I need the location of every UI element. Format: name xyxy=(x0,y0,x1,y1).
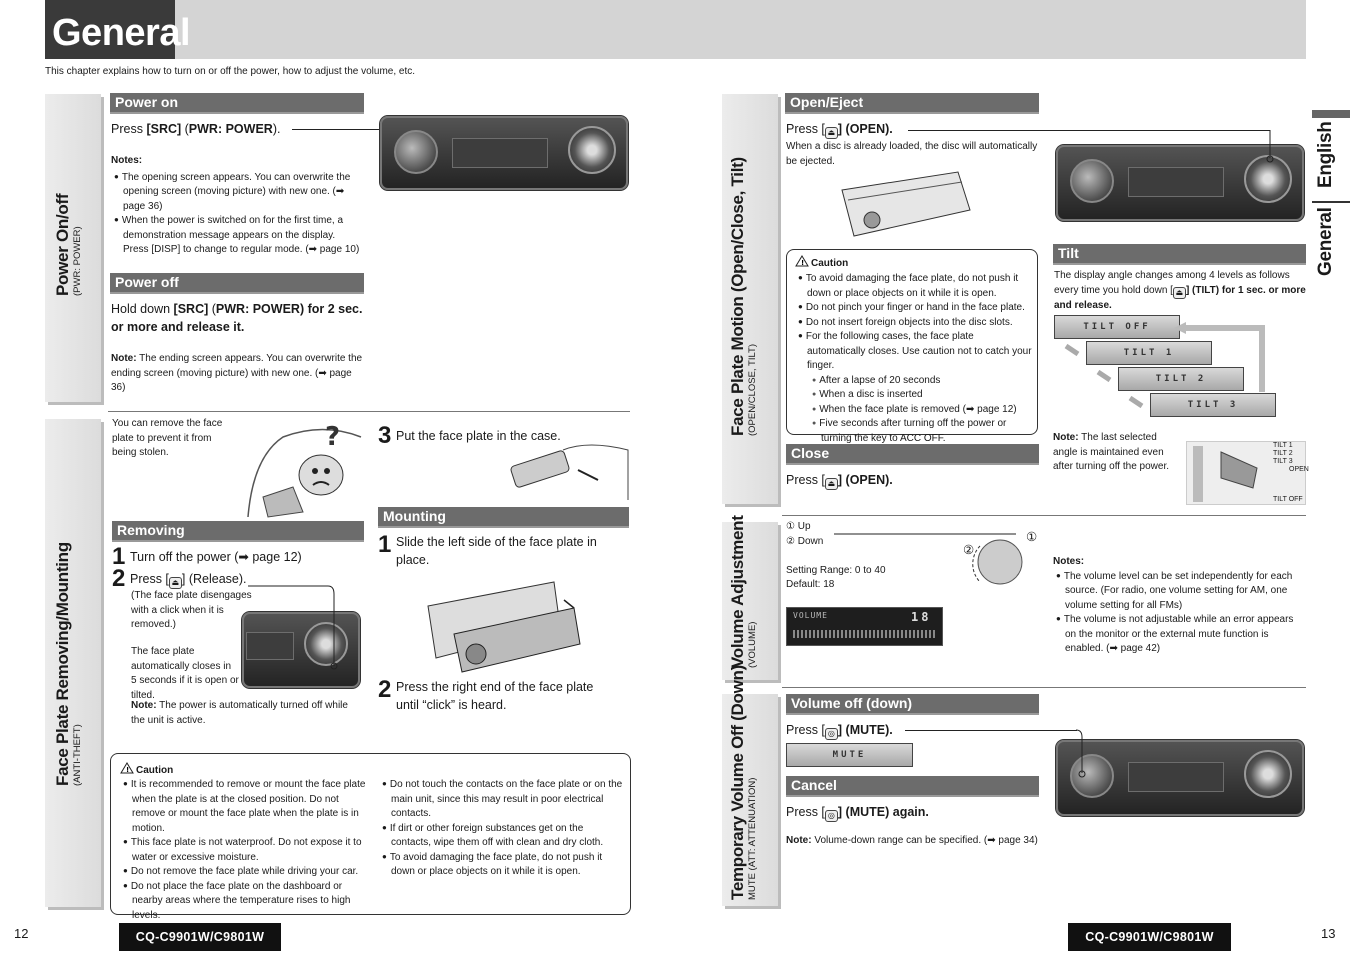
volume-knob-illustration xyxy=(830,528,1050,598)
volume-off-header: Volume off (down) xyxy=(786,694,1039,715)
thief-illustration xyxy=(243,417,365,520)
sidebar-volume-label: Volume Adjustment (VOLUME) xyxy=(728,515,758,668)
sidebar-faceplate-label: Face Plate Removing/Mounting (ANTI-THEFT) xyxy=(53,542,83,786)
tilt-fig-label: OPEN xyxy=(1289,466,1309,473)
caution-subitem: ● Five seconds after turning off the power or turning the key to ACC OFF. xyxy=(795,417,1033,446)
volume-circle-1: ① xyxy=(1026,530,1038,544)
tilt-level-0: TILT OFF xyxy=(1054,315,1180,339)
volume-circle-2: ② xyxy=(963,543,975,557)
caution-subitem: ● When a disc is inserted xyxy=(795,388,1033,403)
case-step-3: 3 Put the face plate in the case. xyxy=(378,422,561,449)
mute-note: Note: Volume-down range can be specified. (➡ page 34) xyxy=(786,835,1038,846)
section-divider xyxy=(782,687,1306,688)
model-badge-left: CQ-C9901W/C9801W xyxy=(119,923,281,951)
note-item: ● The opening screen appears. You can overwrite the opening screen (moving picture) with new one. (➡ page 36) xyxy=(111,171,363,215)
close-header: Close xyxy=(786,444,1039,465)
removing-step-1: 1 Turn off the power (➡ page 12) xyxy=(112,543,302,570)
cancel-instruction: Press [ ◎ ] (MUTE) again. xyxy=(786,805,929,820)
removing-header: Removing xyxy=(112,521,364,542)
caution-list-right xyxy=(379,778,625,880)
mounting-step-2: 2 Press the right end of the face plate until “click” is heard. xyxy=(378,676,594,713)
caution-title-motion: ! Caution xyxy=(795,255,848,271)
cancel-header: Cancel xyxy=(786,776,1039,797)
mute-leader-end xyxy=(1070,729,1090,779)
mute-leader xyxy=(905,730,1077,731)
caution-item: ● Do not insert foreign objects into the disc slots. xyxy=(795,316,1033,331)
volume-notes: Notes: ● The volume level can be set independently for each source. (For radio, one volume setting for AM, one volume setting for all FMs) ● The volume is not adjustable while an error appears on the monitor or the external mute function is enabled. (➡ page 42) xyxy=(1053,555,1303,657)
release-button-icon: ⏏ xyxy=(169,577,182,589)
case-illustration xyxy=(508,440,632,502)
volume-lcd xyxy=(786,607,943,646)
open-button-icon: ⏏ xyxy=(825,478,838,490)
volume-lcd-value: 18 xyxy=(911,610,932,624)
side-tab-rule xyxy=(1312,110,1350,118)
power-off-note: Note: The ending screen appears. You can overwrite the ending screen (moving picture) with new one. (➡ page 36) xyxy=(111,353,363,393)
svg-text:!: ! xyxy=(801,259,805,267)
open-text: When a disc is already loaded, the disc will automatically be ejected. xyxy=(786,141,1038,167)
caution-list-motion xyxy=(795,272,1033,446)
open-illustration xyxy=(838,170,974,242)
caution-item: ● Do not touch the contacts on the face plate or on the main unit, since this may result in poor electrical contacts. xyxy=(379,778,625,822)
tilt-fig-label: TILT 1 xyxy=(1273,442,1293,449)
power-on-notes: Notes: ● The opening screen appears. You can overwrite the opening screen (moving picture) with new one. (➡ page 36) ● When the power is switched on for the first time, a demonstration message appears on the display. Press [DISP] to change to regular mode. (➡ page 10) xyxy=(111,154,363,258)
warning-icon xyxy=(120,762,134,774)
open-leader xyxy=(908,130,1270,131)
tilt-fig-label: TILT 2 xyxy=(1273,450,1293,457)
mounting-step-1: 1 Slide the left side of the face plate in place. xyxy=(378,531,597,568)
mute-lcd: MUTE xyxy=(786,743,913,767)
tilt-header: Tilt xyxy=(1053,244,1306,265)
caution-item: ● It is recommended to remove or mount the face plate when the plate is at the closed position. Do not remove or mount the face plate when the plate is in motion. xyxy=(120,778,368,836)
tilt-text: The display angle changes among 4 levels as follows every time you hold down [ ⏏ ] (TILT) for 1 sec. or more and release. xyxy=(1054,270,1306,311)
tilt-level-1: TILT 1 xyxy=(1086,341,1212,365)
open-button-icon: ⏏ xyxy=(825,127,838,139)
caution-subitem: ● When the face plate is removed (➡ page 12) xyxy=(795,403,1033,418)
caution-item: ● Do not place the face plate on the dashboard or nearby areas where the temperature rises to high levels. xyxy=(120,880,368,924)
note-item: ● When the power is switched on for the first time, a demonstration message appears on the display. Press [DISP] to change to regular mode. (➡ page 10) xyxy=(111,214,363,258)
open-eject-header: Open/Eject xyxy=(785,93,1039,114)
svg-text:?: ? xyxy=(325,422,341,452)
header-bar xyxy=(45,0,1306,59)
removing-paren: (The face plate disengages with a click when it is removed.) xyxy=(131,590,252,630)
side-tab-divider xyxy=(1312,201,1350,203)
page-number-right: 13 xyxy=(1321,926,1336,941)
open-button-icon: ⏏ xyxy=(1173,287,1186,299)
power-off-instruction: Hold down [SRC] (PWR: POWER) for 2 sec. or more and release it. xyxy=(111,302,363,335)
removing-note: Note: The power is automatically turned off while the unit is active. xyxy=(131,700,348,726)
intro-text: This chapter explains how to turn on or off the power, how to adjust the volume, etc. xyxy=(45,66,416,77)
volume-default: Default: 18 xyxy=(786,579,835,590)
head-unit-image-mute xyxy=(1056,740,1304,816)
tilt-figure xyxy=(1186,441,1309,505)
tilt-cycle-arrows xyxy=(1064,318,1274,418)
mute-button-icon: ◎ xyxy=(825,810,838,822)
head-unit-image xyxy=(380,116,628,190)
page-title: General xyxy=(45,0,175,59)
caution-list-left xyxy=(120,778,368,923)
caution-item: ● If dirt or other foreign substances get on the contacts, wipe them off with clean and dry cloth. xyxy=(379,822,625,851)
caution-item: ● This face plate is not waterproof. Do not expose it to water or excessive moisture. xyxy=(120,836,368,865)
volume-lcd-label: VOLUME xyxy=(793,611,828,620)
power-off-header: Power off xyxy=(110,273,364,294)
volume-up: ① Up xyxy=(786,521,811,532)
faceplate-intro: You can remove the face plate to prevent it from being stolen. xyxy=(112,418,223,458)
tilt-level-3: TILT 3 xyxy=(1150,393,1276,417)
removing-step-2: 2 Press [ ⏏ ] (Release). xyxy=(112,565,247,592)
side-tab-general: General xyxy=(1315,207,1336,276)
caution-subitem: ● After a lapse of 20 seconds xyxy=(795,374,1033,389)
removing-auto: The face plate automatically closes in 5 seconds if it is open or tilted. xyxy=(131,646,239,701)
side-tab-english: English xyxy=(1315,121,1336,188)
sidebar-motion-label: Face Plate Motion (Open/Close, Tilt) (OPEN/CLOSE, TILT) xyxy=(728,157,758,436)
mute-instruction: Press [ ◎ ] (MUTE). xyxy=(786,723,893,738)
sidebar-mute-label: Temporary Volume Off (Down) MUTE (ATT: ATTENUATION) xyxy=(728,665,758,900)
warning-icon xyxy=(795,255,809,267)
caution-item: ● For the following cases, the face plate automatically closes. Use caution not to catch your finger. xyxy=(795,330,1033,374)
volume-down: ② Down xyxy=(786,536,824,547)
caution-title-faceplate: ! Caution xyxy=(120,762,173,778)
page-number-left: 12 xyxy=(14,926,29,941)
close-instruction: Press [ ⏏ ] (OPEN). xyxy=(786,473,893,488)
tilt-fig-label: TILT 3 xyxy=(1273,458,1293,465)
caution-item: ● To avoid damaging the face plate, do not push it down or place objects on it while it is open. xyxy=(379,851,625,880)
open-leader-end xyxy=(1262,128,1278,164)
note-item: ● The volume level can be set independently for each source. (For radio, one volume setting for AM, one volume setting for all FMs) xyxy=(1053,570,1303,614)
release-leader xyxy=(240,584,340,674)
mounting-illustration xyxy=(424,578,584,674)
tilt-fig-label: TILT OFF xyxy=(1273,496,1303,503)
tilt-note: Note: The last selected angle is maintained even after turning off the power. xyxy=(1053,432,1170,472)
sidebar-power-label: Power On/off (PWR: POWER) xyxy=(53,193,83,296)
note-item: ● The volume is not adjustable while an error appears on the monitor or the external mute function is enabled. (➡ page 42) xyxy=(1053,613,1303,657)
caution-item: ● Do not remove the face plate while driving your car. xyxy=(120,865,368,880)
tilt-level-2: TILT 2 xyxy=(1118,367,1244,391)
power-on-instruction: Press [SRC] (PWR: POWER). xyxy=(111,122,281,136)
power-on-header: Power on xyxy=(110,93,364,114)
section-divider xyxy=(108,411,630,412)
mounting-header: Mounting xyxy=(378,507,629,528)
caution-item: ● Do not pinch your finger or hand in the face plate. xyxy=(795,301,1033,316)
model-badge-right: CQ-C9901W/C9801W xyxy=(1068,923,1231,951)
mute-button-icon: ◎ xyxy=(825,728,838,740)
volume-range: Setting Range: 0 to 40 xyxy=(786,565,886,576)
section-divider xyxy=(782,515,1306,516)
svg-text:!: ! xyxy=(126,766,130,774)
open-instruction: Press [ ⏏ ] (OPEN). xyxy=(786,122,893,137)
caution-item: ● To avoid damaging the face plate, do not push it down or place objects on it while it is open. xyxy=(795,272,1033,301)
